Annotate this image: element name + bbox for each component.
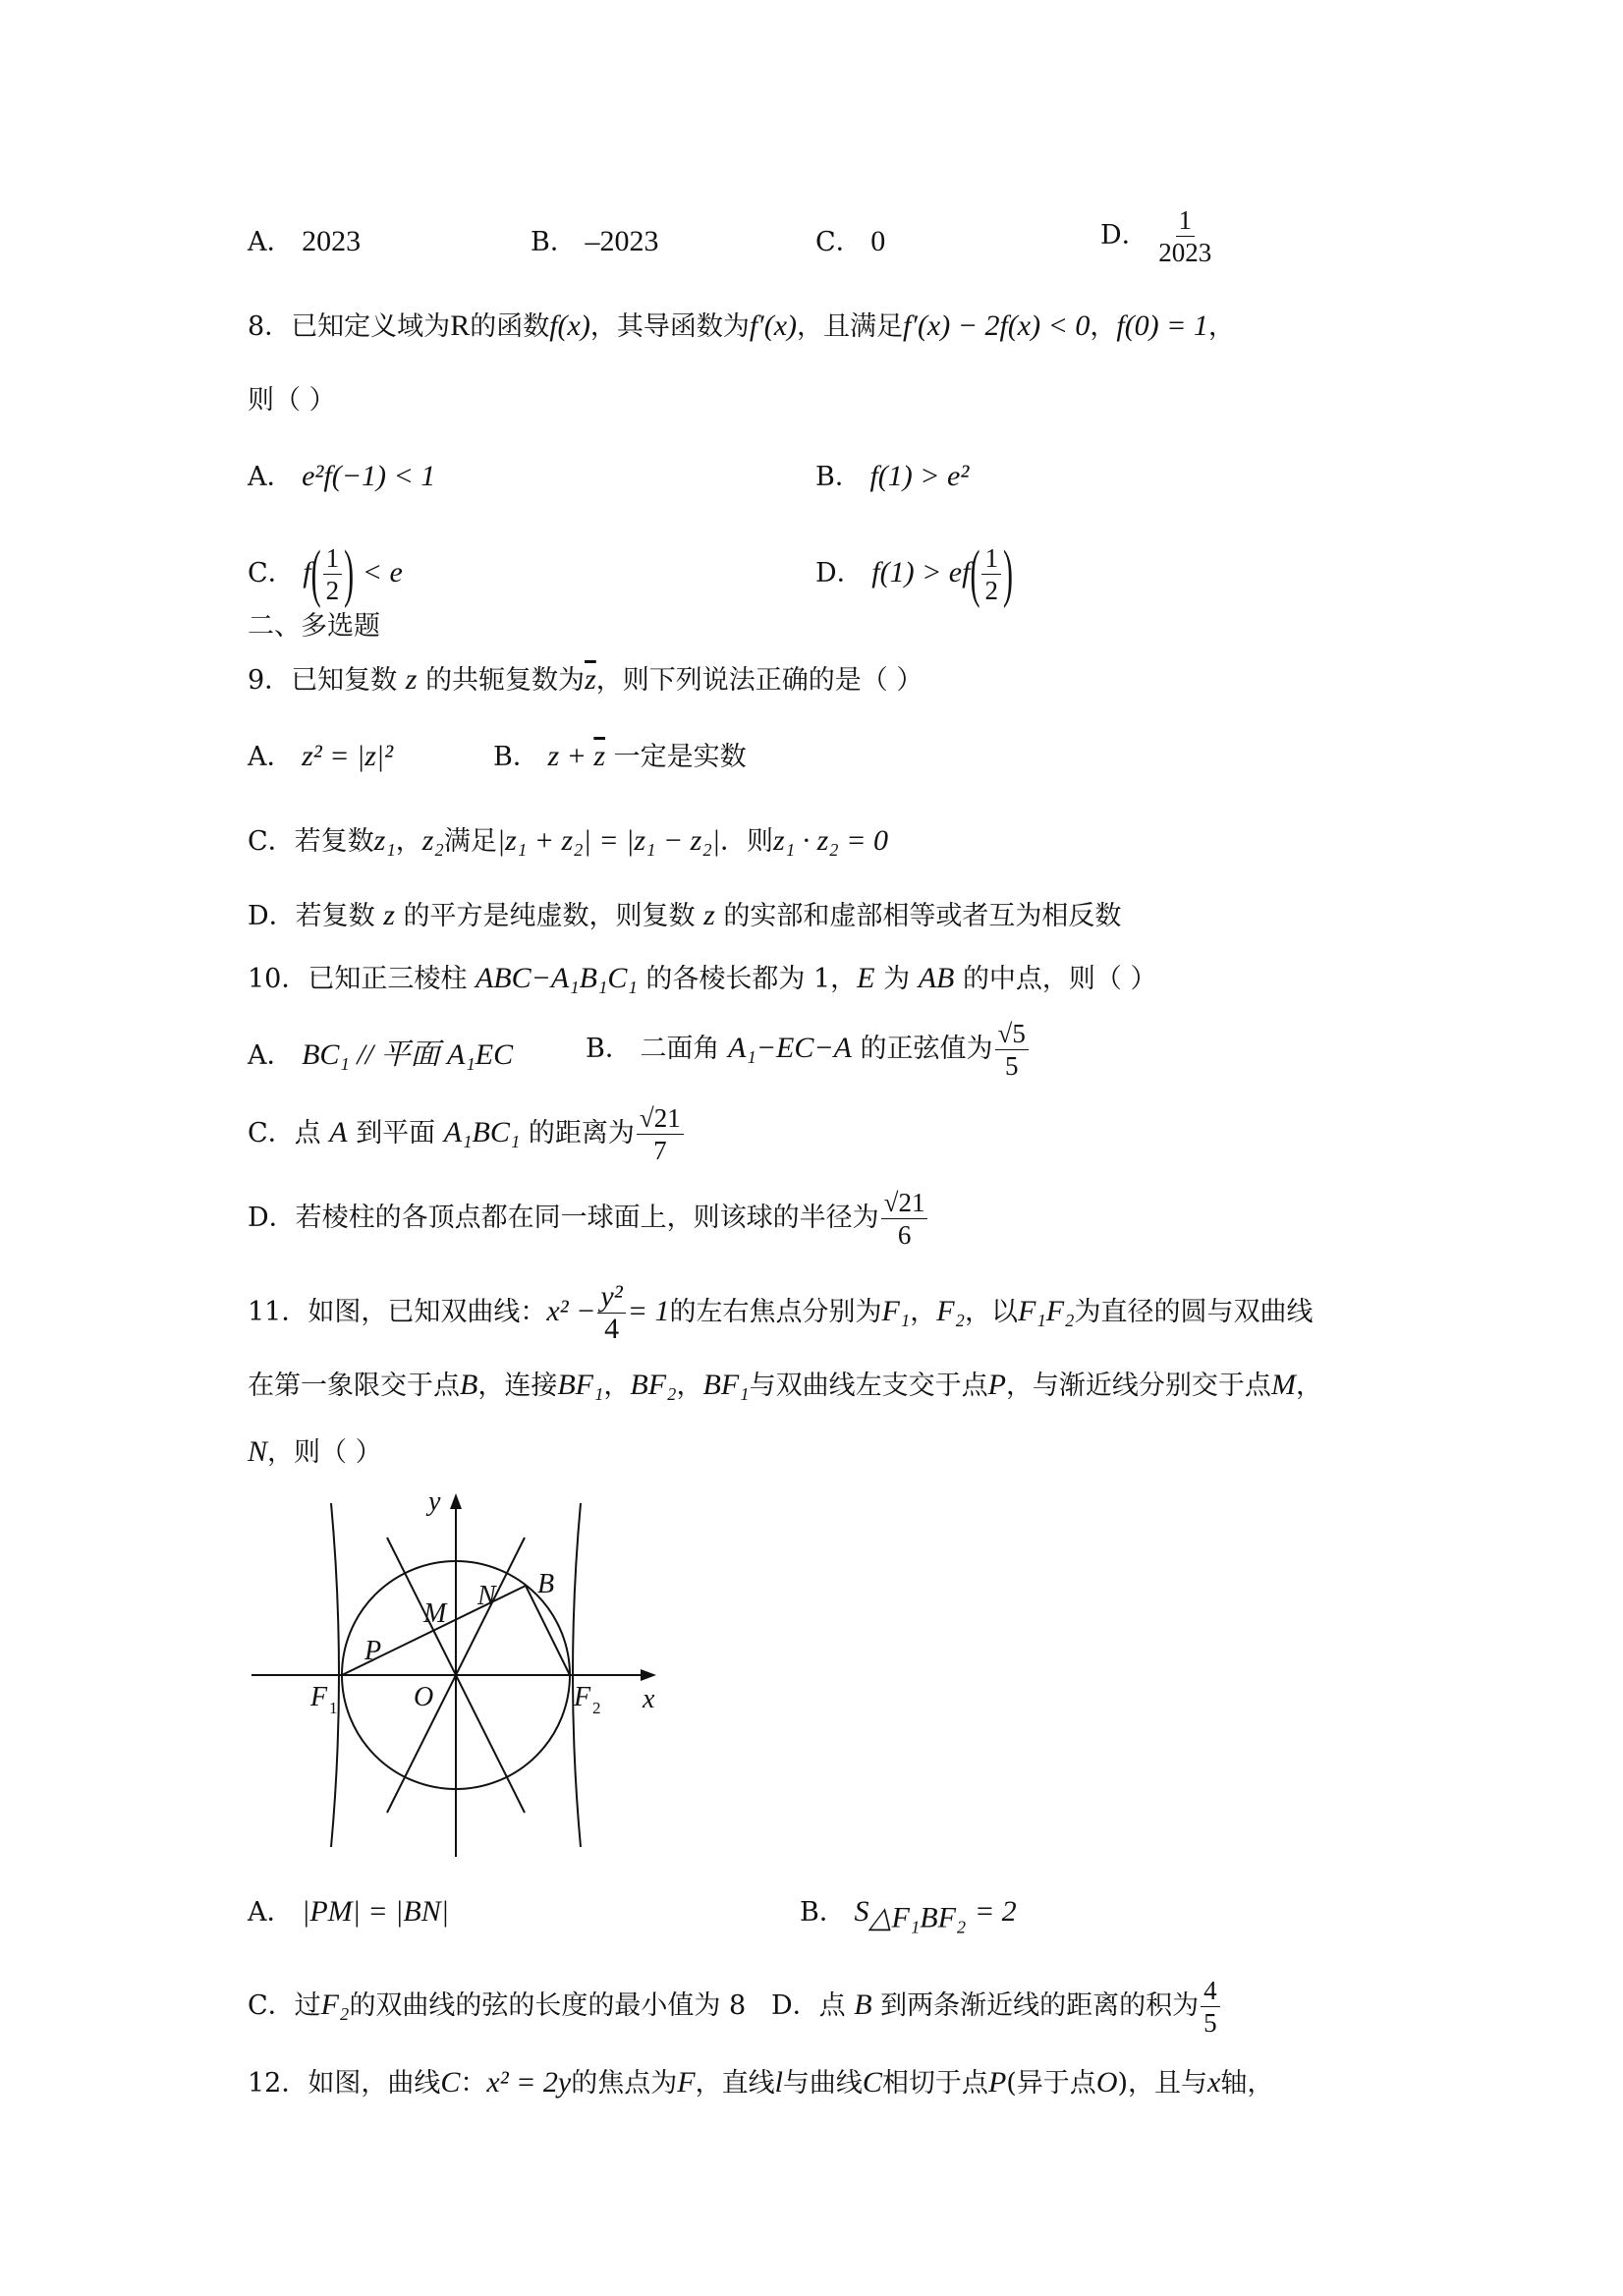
q8-option-b: B． f(1) > e² (815, 460, 970, 492)
q8-stem: 8．已知定义域为R的函数f(x)，其导函数为f′(x)，且满足f′(x) − 2f(x) < 0，f(0) = 1， (248, 309, 1235, 342)
q10-option-a: A． BC₁ // 平面 A₁EC (248, 1038, 514, 1071)
section-title: 二、多选题 (248, 611, 380, 642)
q7-option-b: B． –2023 (531, 225, 659, 257)
label-b: B (537, 1569, 555, 1599)
q9-option-a: A． z² = |z|² (248, 740, 394, 772)
label-f2: F (574, 1682, 591, 1712)
q11-option-b: B． $S_{\triangle F_1BF_2} = 2$ (800, 1895, 1017, 1934)
q7-option-d: D． $\frac{1}{2023}$ (1100, 205, 1212, 267)
q10-option-d: D．若棱柱的各顶点都在同一球面上，则该球的半径为 $\frac{√21}{6}$ (248, 1187, 929, 1251)
label-y: y (428, 1486, 441, 1517)
q11-option-a: A． |PM| = |BN| (248, 1895, 449, 1928)
q11-stem-line3: N，则（ ） (248, 1435, 382, 1468)
q11-stem-line2: 在第一象限交于点B，连接BF₁，BF₂，BF₁与双曲线左支交于点P，与渐近线分别交于点M， (248, 1369, 1322, 1401)
hyperbola-figure (246, 1484, 678, 1867)
q11-stem: 11．如图，已知双曲线：x² − $\frac{\text{y²}}{4}$ = 1的左右焦点分别为F₁，F₂，以F₁F₂为直径的圆与双曲线 (248, 1280, 1314, 1345)
q9-stem: 9．已知复数 z 的共轭复数为$\overline{z}$，则下列说法正确的是（ ） (248, 663, 923, 696)
q7-option-c: C． 0 (815, 225, 886, 257)
label-f1: F (310, 1682, 328, 1712)
y-axis-arrow (450, 1493, 462, 1509)
label-p: P (364, 1636, 382, 1666)
label-f1-sub: 1 (329, 1699, 338, 1717)
label-m: M (423, 1598, 447, 1629)
q10-option-b: B． 二面角 A₁−EC−A 的正弦值为 $\frac{√5}{5}$ (586, 1018, 1031, 1082)
q9-option-c: C．若复数z₁，z₂满足|z₁ + z₂| = |z₁ − z₂|．则z₁ · z₂ = 0 (248, 824, 888, 857)
q10-stem: 10．已知正三棱柱 ABC−A₁B₁C₁ 的各棱长都为 1，E 为 AB 的中点，则（ ） (248, 962, 1157, 994)
q12-stem: 12．如图，曲线C：x² = 2y的焦点为F，直线l与曲线C相切于点P(异于点O)，且与x轴， (248, 2066, 1274, 2099)
label-n: N (477, 1581, 496, 1611)
fraction-1-2023: $\frac{1}{2023}$ (1158, 205, 1212, 267)
label-o: O (414, 1682, 434, 1712)
q8-option-c: C． f( $\frac{1}{2}$ ) < e (248, 537, 403, 609)
q10-option-c: C．点 A 到平面 A₁BC₁ 的距离为 $\frac{√21}{7}$ (248, 1102, 686, 1166)
q8-option-d: D． f(1) > ef( $\frac{1}{2}$ ) (815, 537, 1013, 609)
q8-option-a: A． e²f(−1) < 1 (248, 460, 436, 492)
q8-stem-line2: 则（ ） (248, 385, 336, 416)
q7-option-a: A． 2023 (248, 225, 362, 257)
q9-option-d: D．若复数 z 的平方是纯虚数，则复数 z 的实部和虚部相等或者互为相反数 (248, 899, 1122, 931)
x-axis-arrow (641, 1669, 656, 1681)
q9-option-b: B． $z + \overline{z}$ 一定是实数 (493, 740, 747, 772)
label-x: x (643, 1684, 655, 1714)
label-f2-sub: 2 (592, 1699, 601, 1717)
q11-option-c-d: C．过F₂的双曲线的弦的长度的最小值为 8 D．点 B 到两条渐近线的距离的积为 $\frac{4}{5}$ (248, 1975, 1222, 2039)
